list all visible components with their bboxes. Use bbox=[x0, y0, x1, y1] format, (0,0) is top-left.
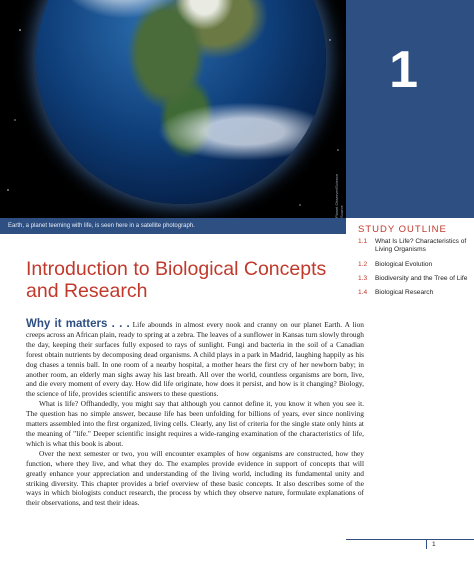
body-paragraph bbox=[26, 320, 364, 399]
outline-label: What Is Life? Characteristics of Living Organisms bbox=[375, 238, 467, 254]
chapter-title: Introduction to Biological Concepts and Research bbox=[26, 258, 327, 302]
chapter-number: 1 bbox=[389, 41, 418, 99]
outline-number: 1.1 bbox=[358, 238, 368, 245]
study-outline-list bbox=[358, 238, 470, 303]
outline-item bbox=[358, 261, 470, 269]
outline-label: Biodiversity and the Tree of Life bbox=[375, 274, 468, 282]
footer-rule bbox=[346, 539, 474, 540]
outline-label: Biological Evolution bbox=[375, 260, 433, 268]
body-paragraph: Over the next semester or two, you will encounter examples of how organisms are constructed, how they function, where they live, and what they do. The examples provide evidence in support of concepts that will greatly enhance your appreciation and understanding of the living world, including its fundamental unity and striking diversity. This chapter provides a brief overview of these basic concepts. It also describes some of the ways in which biologists conduct research, the process by which they observe nature, formulate explanations of their observations, and test their ideas. bbox=[26, 448, 364, 508]
outline-number: 1.2 bbox=[358, 260, 368, 268]
earth-photo bbox=[0, 0, 346, 218]
body-paragraph: What is life? Offhandedly, you might say that although you cannot define it, you know it when you see it. The question has no simple answer, because life has been unfolding for billions of years, ever since nonliving matters assembled into the first organized, living cells. Clearly, any list of criteria for the single state only hints at the meaning of "life." Deeper scientific insight requires a wide-ranging examination of the characteristics of life, which is what this book is about. bbox=[26, 399, 364, 448]
outline-number: 1.4 bbox=[358, 289, 368, 297]
outline-label: Biological Research bbox=[375, 289, 434, 297]
paragraph-text: Life abounds in almost every nook and cranny on our planet Earth. A lion creeps across an African plain, ready to spring at a zebra. The leaves of a sunflower in Kansas turn slowly through the day, keeping their surfaces fully exposed to rays of sunlight. Fungi and bacteria in the soil of a Canadian forest obtain nutrients by decomposing dead organisms. A child plays in a park in Madrid, laughing happily as his dog chases a tennis ball. In one room of a nearby hospital, a mother hears the first cry of her newborn baby; in another room, an elderly man sighs away his last breath. All over the world, countless organisms are born, live, and die every moment of every day. How did life originate, how does it persist, and how is it changing? Biology, the science of life, provides scientific answers to these questions. bbox=[26, 320, 364, 399]
outline-item bbox=[358, 275, 470, 283]
page-number-divider bbox=[426, 540, 427, 549]
photo-caption: Earth, a planet teeming with life, is seen here in a satellite photograph. bbox=[0, 218, 346, 234]
outline-item bbox=[358, 289, 470, 297]
page-number: 1 bbox=[432, 541, 436, 548]
photo-credit: Planet Observer/Science Source bbox=[334, 173, 344, 218]
outline-number: 1.3 bbox=[358, 274, 368, 282]
study-outline-heading: STUDY OUTLINE bbox=[358, 224, 447, 235]
why-it-matters-lead-in: Why it matters . . . bbox=[26, 318, 130, 330]
outline-item bbox=[358, 238, 470, 255]
chapter-panel bbox=[346, 0, 474, 218]
body-text bbox=[26, 320, 364, 508]
